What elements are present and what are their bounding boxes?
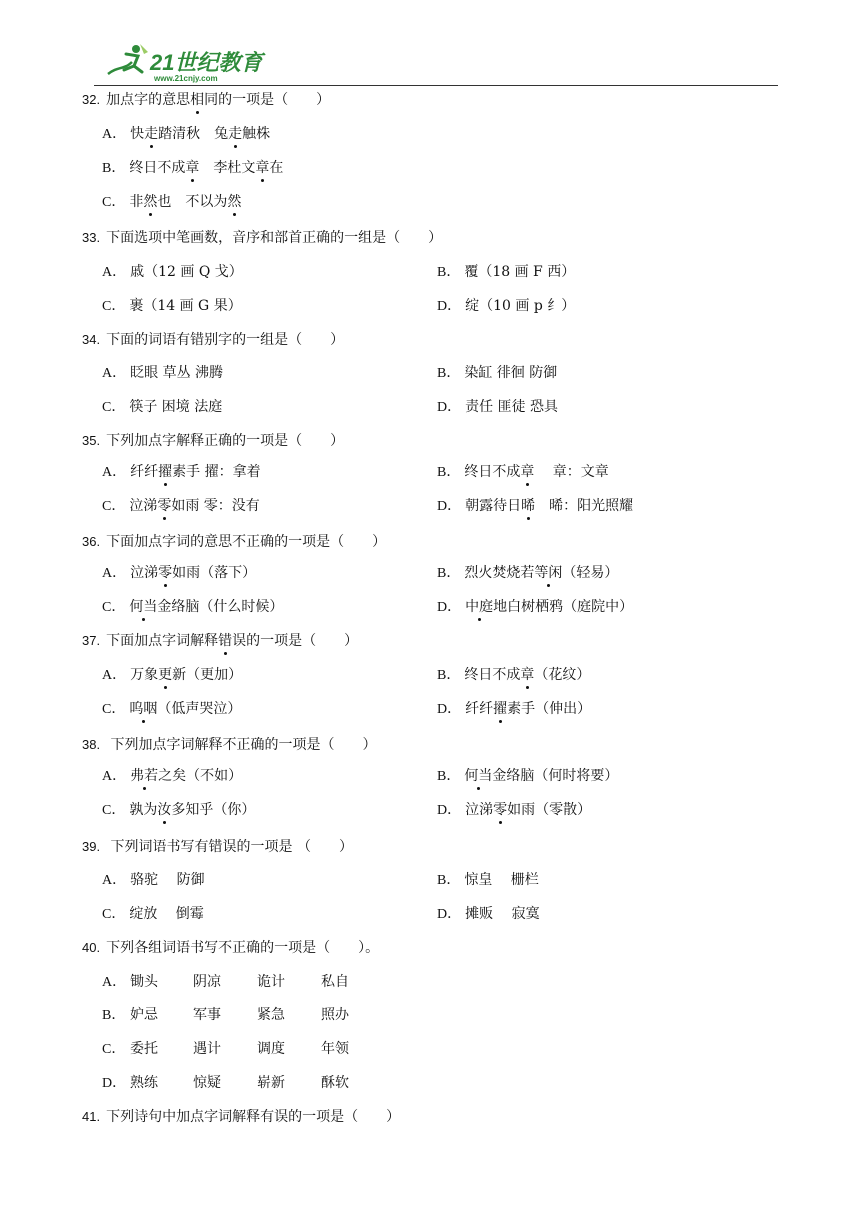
text-run: 纤纤 [130, 464, 159, 480]
question-prompt [82, 735, 377, 755]
text-run: 终日不成 [464, 464, 521, 480]
answer-option[interactable] [102, 800, 255, 821]
option-label: A． [102, 366, 127, 381]
text-run: 下面选项中笔画数，音序和部首正确的一组是（ ） [106, 230, 443, 246]
text-run: 摊贩 寂寞 [465, 906, 540, 922]
text-run: 如雨 零：没有 [171, 498, 260, 514]
answer-option[interactable] [102, 296, 242, 317]
answer-option[interactable] [102, 1039, 129, 1060]
option-label: A． [102, 465, 127, 480]
emphasis-dotted-char: 章 [185, 160, 200, 176]
option-label: B． [437, 366, 461, 381]
answer-option[interactable] [437, 496, 633, 517]
option-label: C． [102, 702, 126, 717]
question-prompt [82, 228, 442, 248]
emphasis-dotted-char: 弗若 [130, 768, 159, 784]
option-label: B． [437, 668, 461, 683]
emphasis-dotted-char: 走 [144, 126, 159, 142]
answer-option[interactable] [102, 1005, 129, 1026]
option-label: B． [437, 873, 461, 888]
option-label: A． [102, 265, 127, 280]
emphasis-dotted-char: 更 [158, 667, 173, 683]
emphasis-dotted-char: 中庭 [465, 599, 494, 615]
answer-option[interactable] [437, 766, 618, 787]
text-run: 下面的词语有错别字的一组是（ ） [106, 332, 345, 348]
text-run: 骆驼 防御 [130, 872, 205, 888]
option-label: A． [102, 127, 127, 142]
option-label: A． [102, 668, 127, 683]
option-label: B． [437, 465, 461, 480]
answer-option[interactable] [102, 904, 204, 925]
option-label: C． [102, 1042, 126, 1057]
question-prompt [82, 431, 344, 451]
text-run: 裹（14 画 G 果） [129, 298, 242, 314]
question-number: 39. [82, 839, 101, 854]
question-number: 38. [82, 737, 101, 752]
text-run: 晞：阳光照耀 [535, 498, 634, 514]
option-word: 照办 [321, 1007, 349, 1023]
question-number: 36. [82, 534, 101, 549]
text-run: 朝露待日 [465, 498, 522, 514]
answer-option[interactable] [437, 363, 557, 384]
option-word: 崭新 [257, 1075, 285, 1091]
option-word: 年领 [321, 1041, 349, 1057]
text-run: 下列词语书写有错误的一项是 （ ） [106, 839, 353, 855]
option-label: D． [437, 702, 462, 717]
question-prompt [82, 1107, 400, 1127]
text-run: 眨眼 草丛 沸腾 [130, 365, 224, 381]
text-run: 绽（10 画 p 纟） [465, 298, 576, 314]
option-word: 私自 [321, 974, 349, 990]
answer-option[interactable] [102, 665, 242, 686]
option-label: A． [102, 566, 127, 581]
runner-icon [108, 44, 148, 74]
text-run: 责任 匪徒 恐具 [465, 399, 559, 415]
option-label: A． [102, 769, 127, 784]
text-run: 万象 [130, 667, 159, 683]
text-run: 烈火焚烧若 [464, 565, 535, 581]
emphasis-dotted-char: 章 [520, 464, 535, 480]
text-run: 终日不成 [464, 667, 521, 683]
text-run: （轻易） [562, 565, 619, 581]
text-run: 多知乎（你） [171, 802, 256, 818]
text-run: 金络脑（什么时候） [157, 599, 284, 615]
answer-option[interactable] [437, 904, 540, 925]
option-word: 惊疑 [193, 1075, 221, 1091]
question-number: 37. [82, 633, 101, 648]
emphasis-dotted-char: 零 [158, 565, 173, 581]
option-label: C． [102, 499, 126, 514]
option-label: A． [102, 975, 127, 990]
text-run: 染缸 徘徊 防御 [464, 365, 558, 381]
emphasis-dotted-char: 晞 [521, 498, 536, 514]
text-run: 加点字的意思 [106, 92, 191, 108]
answer-option[interactable] [437, 665, 590, 686]
answer-option[interactable] [102, 496, 260, 517]
header-rule [94, 85, 778, 86]
text-run: 筷子 困境 法庭 [129, 399, 223, 415]
answer-option[interactable] [437, 800, 591, 821]
option-word: 酥软 [321, 1075, 349, 1091]
option-label: C． [102, 600, 126, 615]
text-run: 如雨（落下） [172, 565, 257, 581]
emphasis-dotted-char: 零 [493, 802, 508, 818]
option-label: B． [437, 566, 461, 581]
option-label: C． [102, 299, 126, 314]
option-label: D． [437, 499, 462, 514]
text-run: 新（更加） [172, 667, 243, 683]
text-run: 戚（12 画 Q 戈） [130, 264, 243, 280]
text-run: 下列加点字解释正确的一项是（ ） [106, 433, 345, 449]
logo-url: www.21cnjy.com [154, 74, 218, 83]
answer-option[interactable] [102, 1073, 130, 1094]
emphasis-dotted-char: 擢 [493, 701, 508, 717]
text-run: 之矣（不如） [158, 768, 243, 784]
answer-option[interactable] [102, 699, 241, 720]
text-run: 素手（伸出） [507, 701, 592, 717]
text-run: 素手 擢：拿着 [172, 464, 261, 480]
text-run: 惊皇 栅栏 [464, 872, 539, 888]
text-run: 章：文章 [534, 464, 609, 480]
text-run: （花纹） [534, 667, 591, 683]
option-label: B． [437, 265, 461, 280]
text-run: 在 [269, 160, 284, 176]
question-number: 41. [82, 1109, 101, 1124]
answer-option[interactable] [437, 870, 539, 891]
text-run: 触株 [242, 126, 271, 142]
text-run: 终日不成 [129, 160, 186, 176]
text-run: 下列加点字词解释不正确的一项是（ ） [106, 737, 377, 753]
question-prompt [82, 631, 358, 651]
answer-option[interactable] [437, 597, 633, 618]
question-prompt [82, 330, 344, 350]
answer-option[interactable] [102, 766, 242, 787]
option-label: B． [102, 1008, 126, 1023]
text-run: 覆（18 画 F 西） [464, 264, 576, 280]
emphasis-dotted-char: 擢 [158, 464, 173, 480]
question-prompt [82, 532, 386, 552]
answer-option[interactable] [102, 124, 270, 145]
answer-option[interactable] [102, 870, 205, 891]
emphasis-dotted-char: 相 [190, 92, 205, 108]
answer-option[interactable] [437, 462, 609, 483]
answer-option[interactable] [102, 597, 283, 618]
option-label: C． [102, 803, 126, 818]
question-number: 35. [82, 433, 101, 448]
text-run: 金络脑（何时将要） [492, 768, 619, 784]
page-header [0, 0, 860, 90]
answer-option[interactable] [102, 397, 222, 418]
text-run: 泣涕 [130, 565, 159, 581]
text-run: 误的一项是（ ） [232, 633, 359, 649]
answer-option[interactable] [437, 397, 558, 418]
option-word: 遇计 [193, 1041, 221, 1057]
option-word: 委托 [130, 1041, 158, 1057]
option-label: C． [102, 907, 126, 922]
answer-option[interactable] [102, 262, 243, 283]
option-label: D． [437, 907, 462, 922]
text-run: 下面加点字词的意思不正确的一项是（ ） [106, 534, 387, 550]
option-label: D． [437, 299, 462, 314]
emphasis-dotted-char: 错 [218, 633, 233, 649]
text-run: 李杜文 [199, 160, 256, 176]
answer-option[interactable] [437, 262, 575, 283]
emphasis-dotted-char: 章 [520, 667, 535, 683]
text-run: 泣涕 [129, 498, 158, 514]
answer-option[interactable] [102, 462, 261, 483]
option-word: 阴凉 [193, 974, 221, 990]
option-label: C． [102, 195, 126, 210]
question-prompt [82, 837, 353, 857]
option-label: B． [102, 161, 126, 176]
text-run: 下列诗句中加点字词解释有误的一项是（ ） [106, 1109, 401, 1125]
option-label: A． [102, 873, 127, 888]
option-word: 诡计 [257, 974, 285, 990]
answer-option[interactable] [437, 563, 618, 584]
text-run: 如雨（零散） [507, 802, 592, 818]
answer-option[interactable] [437, 699, 591, 720]
text-run: （低声哭泣） [157, 701, 242, 717]
emphasis-dotted-char: 然 [227, 194, 242, 210]
option-label: C． [102, 400, 126, 415]
text-run: 下面加点字词解释 [106, 633, 219, 649]
option-word: 锄头 [130, 974, 158, 990]
text-run: 泣涕 [465, 802, 494, 818]
option-label: B． [437, 769, 461, 784]
option-word: 紧急 [257, 1007, 285, 1023]
emphasis-dotted-char: 章 [255, 160, 270, 176]
answer-option[interactable] [102, 563, 256, 584]
text-run: 踏清秋 兔 [158, 126, 229, 142]
emphasis-dotted-char: 走 [228, 126, 243, 142]
answer-option[interactable] [102, 972, 130, 993]
text-run: 非 [129, 194, 144, 210]
answer-option[interactable] [102, 363, 223, 384]
emphasis-dotted-char: 然 [143, 194, 158, 210]
text-run: 快 [130, 126, 145, 142]
answer-option[interactable] [102, 192, 241, 213]
answer-option[interactable] [437, 296, 575, 317]
logo-text: 21世纪教育 [150, 50, 263, 75]
text-run: 同的一项是（ ） [204, 92, 331, 108]
answer-option[interactable] [102, 158, 283, 179]
emphasis-dotted-char: 零 [157, 498, 172, 514]
option-word: 妒忌 [130, 1007, 158, 1023]
text-run: 绽放 倒霉 [129, 906, 204, 922]
option-label: D． [437, 600, 462, 615]
text-run: 纤纤 [465, 701, 494, 717]
option-word: 军事 [193, 1007, 221, 1023]
text-run: 也 不以为 [157, 194, 228, 210]
logo [104, 40, 274, 84]
question-prompt [82, 938, 379, 958]
emphasis-dotted-char: 何当 [464, 768, 493, 784]
option-label: D． [102, 1076, 127, 1091]
text-run: 孰为 [129, 802, 158, 818]
emphasis-dotted-char: 呜咽 [129, 701, 158, 717]
emphasis-dotted-char: 汝 [157, 802, 172, 818]
option-word: 调度 [257, 1041, 285, 1057]
question-number: 33. [82, 230, 101, 245]
option-word: 熟练 [130, 1075, 158, 1091]
emphasis-dotted-char: 等闲 [534, 565, 563, 581]
option-label: D． [437, 803, 462, 818]
text-run: 下列各组词语书写不正确的一项是（ ）。 [106, 940, 380, 956]
text-run: 地白树栖鸦（庭院中） [493, 599, 634, 615]
question-prompt [82, 90, 330, 110]
option-label: D． [437, 400, 462, 415]
emphasis-dotted-char: 何当 [129, 599, 158, 615]
question-number: 32. [82, 92, 101, 107]
question-number: 40. [82, 940, 101, 955]
question-number: 34. [82, 332, 101, 347]
